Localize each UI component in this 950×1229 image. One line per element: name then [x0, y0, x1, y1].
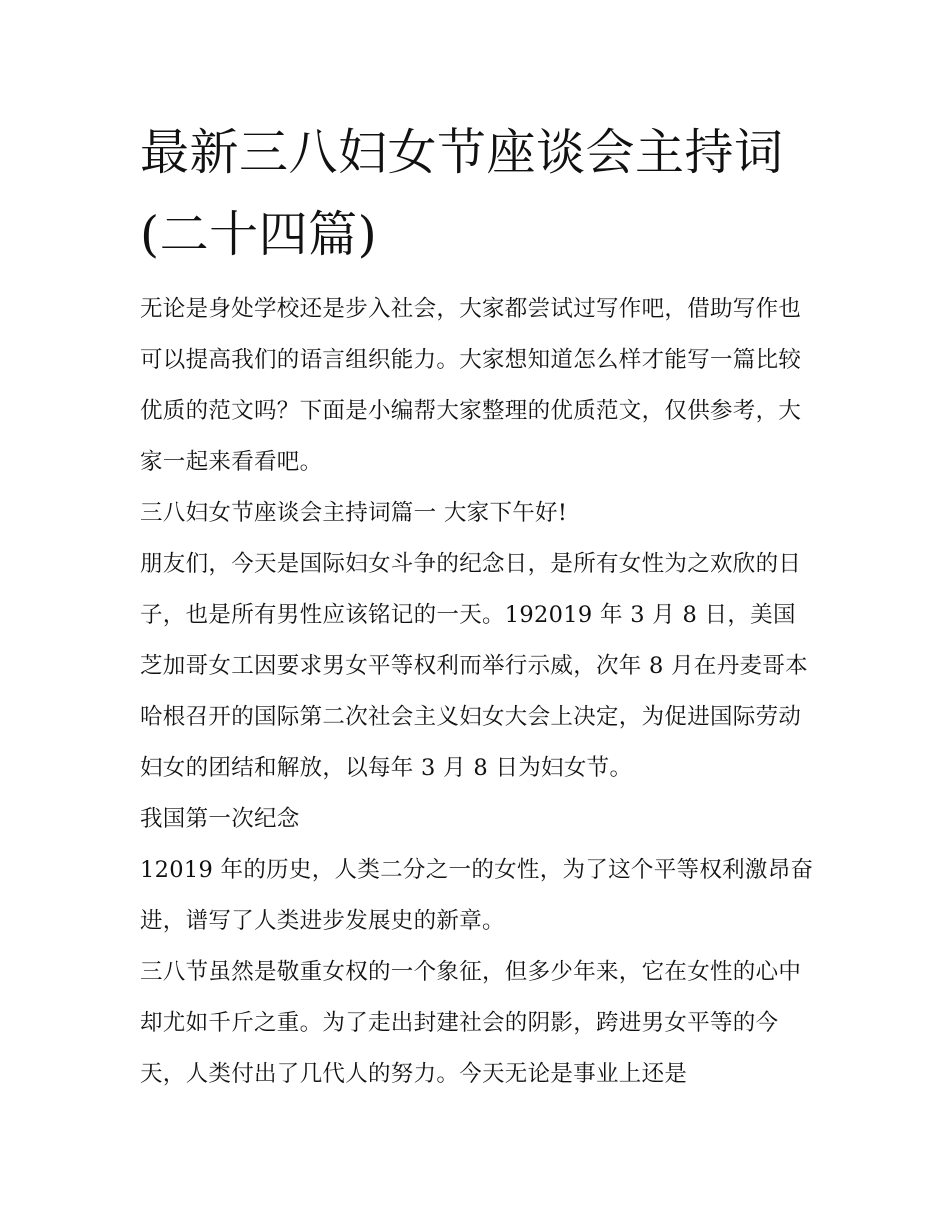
- document-page: [140, 112, 815, 1100]
- document-title: [140, 112, 815, 276]
- body-paragraph-4: 三八节虽然是敬重女权的一个象征，但多少年来，它在女性的心中却尤如千斤之重。为了走出封建社会的阴影，跨进男女平等的今天，人类付出了几代人的努力。今天无论是事业上还是: [140, 959, 802, 1087]
- body-paragraph-1: 朋友们，今天是国际妇女斗争的纪念日，是所有女性为之欢欣的日子，也是所有男性应该铭记的一天。192019 年 3 月 8 日，美国芝加哥女工因要求男女平等权利而举行示威，次年 8 月在丹麦哥本哈根召开的国际第二次社会主义妇女大会上决定，为促进国际劳动妇女的团结和解放，以每年 3 月 8 日为妇女节。: [140, 551, 808, 781]
- intro-paragraph: 无论是身处学校还是步入社会，大家都尝试过写作吧，借助写作也可以提高我们的语言组织能力。大家想知道怎么样才能写一篇比较优质的范文吗？下面是小编帮大家整理的优质范文，仅供参考，大家一起来看看吧。: [140, 296, 802, 475]
- body-paragraph-2: 我国第一次纪念: [140, 806, 300, 832]
- title-line-2: (二十四篇): [140, 206, 378, 263]
- body-paragraph-3: 12019 年的历史，人类二分之一的女性，为了这个平等权利激昂奋进，谱写了人类进步发展史的新章。: [140, 857, 814, 934]
- title-line-1: 最新三八妇女节座谈会主持词: [140, 124, 784, 181]
- section-heading: 三八妇女节座谈会主持词篇一 大家下午好!: [140, 500, 568, 526]
